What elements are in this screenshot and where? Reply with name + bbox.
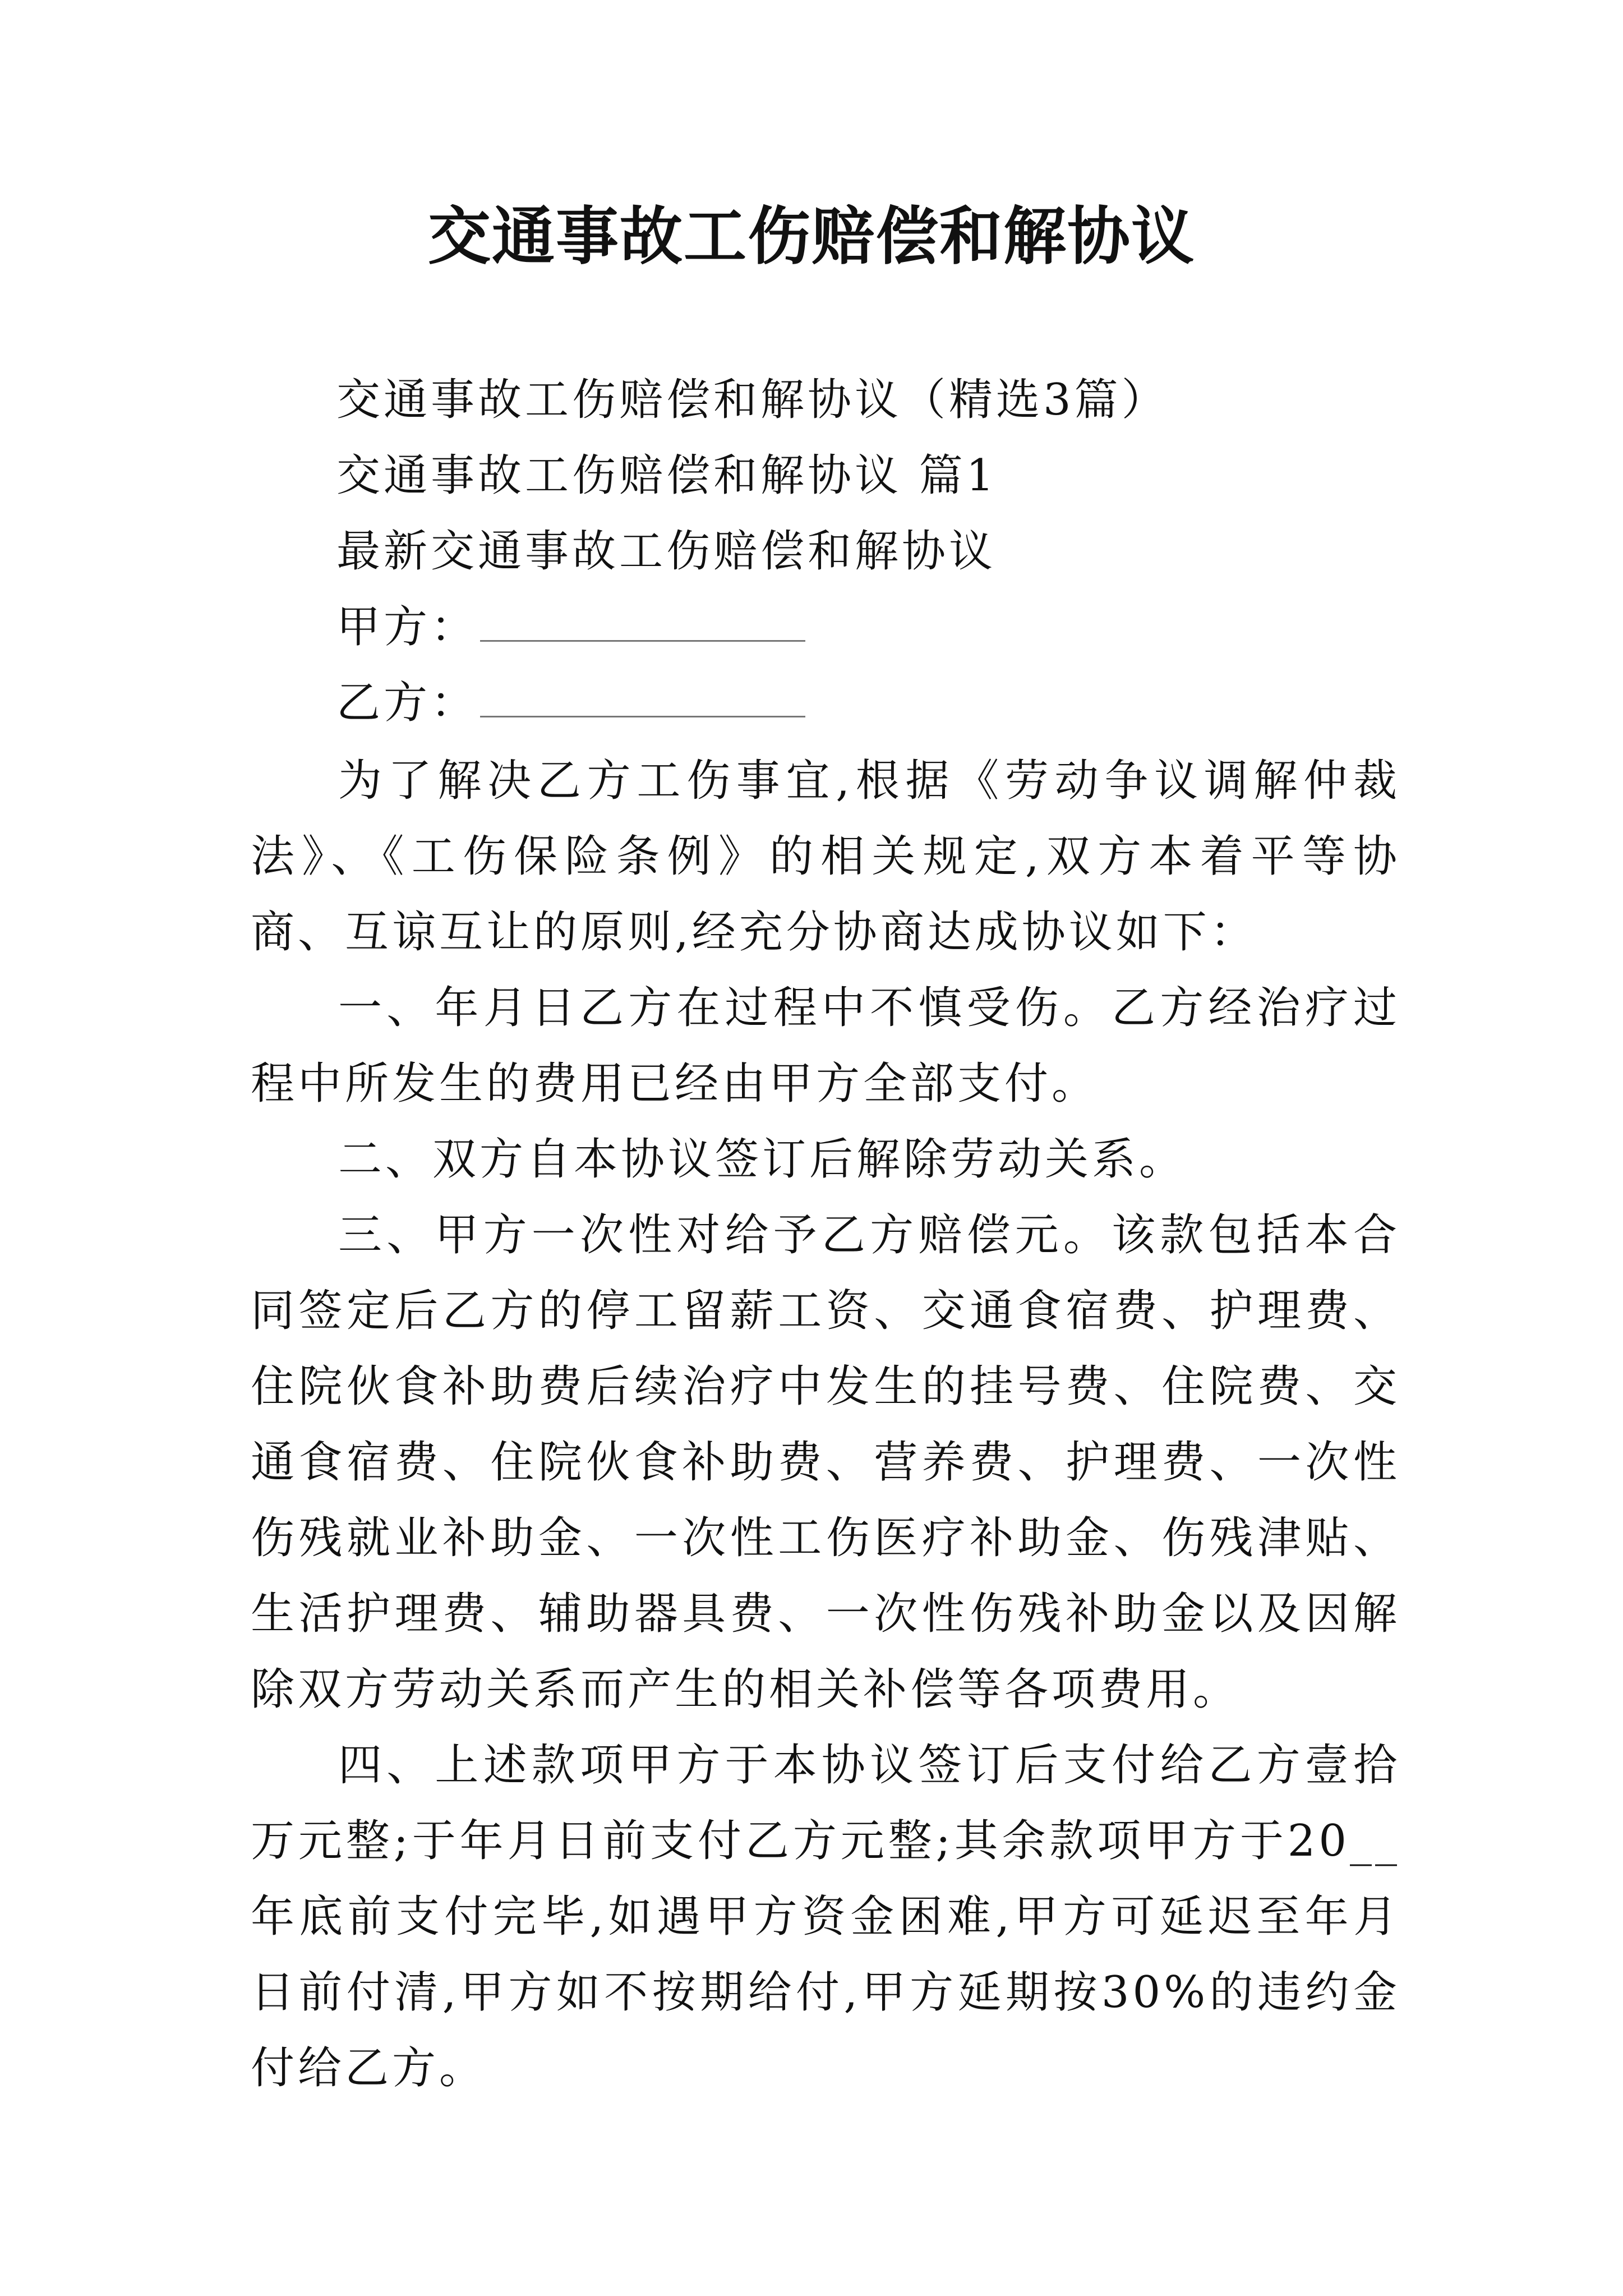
party-a-label: 甲方： xyxy=(336,602,478,652)
document-title: 交通事故工伤赔偿和解协议 xyxy=(428,200,1195,273)
paragraph-clause-2: 二、双方自本协议签订后解除劳动关系。 xyxy=(338,1134,1187,1185)
party-b-blank-line xyxy=(480,677,805,717)
paragraph-clause-1: 一、年月日乙方在过程中不慎受伤。乙方经治疗过程中所发生的费用已经由甲方全部支付。 xyxy=(251,983,1400,1109)
party-a-blank-line xyxy=(480,601,805,642)
subtitle-latest: 最新交通事故工伤赔偿和解协议 xyxy=(336,526,997,577)
party-b-row xyxy=(336,676,805,730)
paragraph-preamble: 为了解决乙方工伤事宜,根据《劳动争议调解仲裁法》、《工伤保险条例》的相关规定,双方本着平等协商、互谅互让的原则,经充分协商达成协议如下： xyxy=(251,756,1400,958)
paragraph-clause-4: 四、上述款项甲方于本协议签订后支付给乙方壹拾万元整;于年月日前支付乙方元整;其余款项甲方于20__年底前支付完毕,如遇甲方资金困难,甲方可延迟至年月日前付清,甲方如不按期给付,甲方延期按30%的违约金付给乙方。 xyxy=(251,1740,1400,2093)
subtitle-chapter-1: 交通事故工伤赔偿和解协议 篇1 xyxy=(336,450,998,501)
party-b-label: 乙方： xyxy=(336,678,478,728)
paragraph-clause-3: 三、甲方一次性对给予乙方赔偿元。该款包括本合同签定后乙方的停工留薪工资、交通食宿费、护理费、住院伙食补助费后续治疗中发生的挂号费、住院费、交通食宿费、住院伙食补助费、营养费、护理费、一次性伤残就业补助金、一次性工伤医疗补助金、伤残津贴、生活护理费、辅助器具费、一次性伤残补助金以及因解除双方劳动关系而产生的相关补偿等各项费用。 xyxy=(251,1210,1400,1715)
subtitle-selected-3: 交通事故工伤赔偿和解协议（精选3篇） xyxy=(336,375,1169,425)
party-a-row xyxy=(336,600,805,654)
